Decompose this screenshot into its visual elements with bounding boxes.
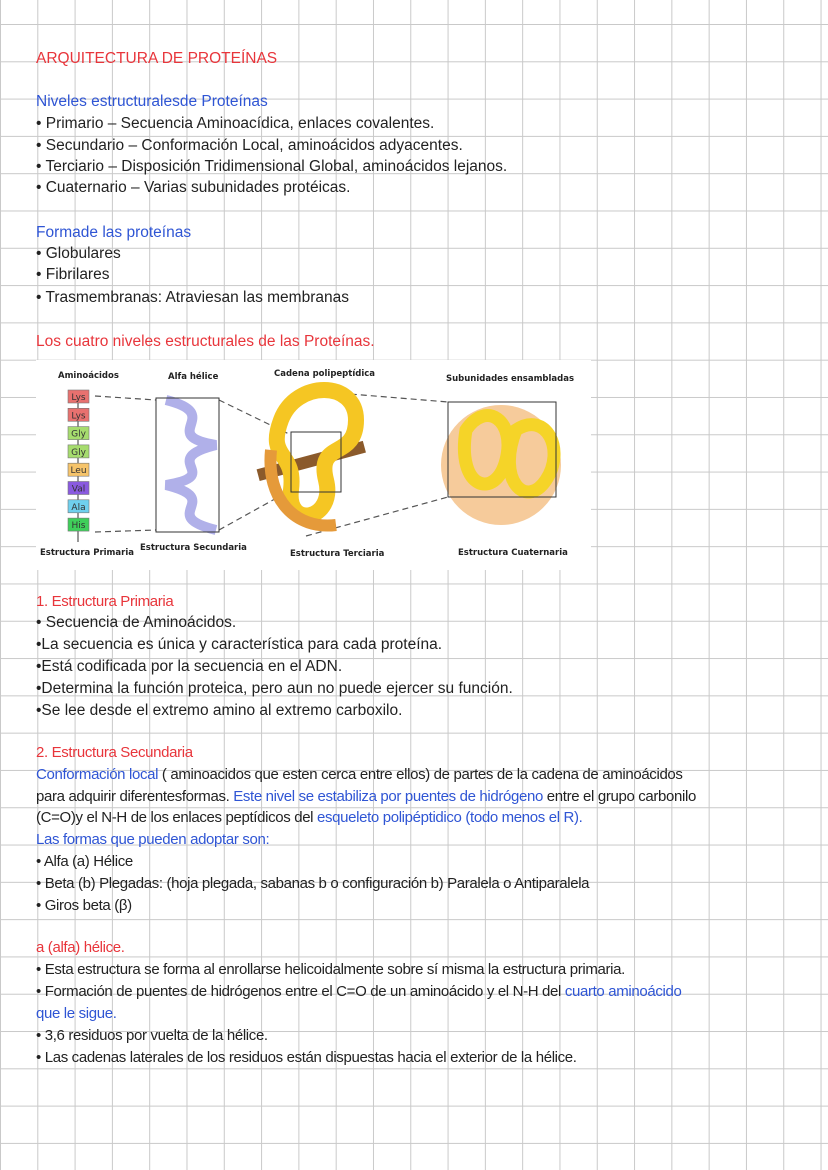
forms-subheading: Las formas que pueden adoptar son: [36, 831, 270, 848]
label-terciaria: Estructura Terciaria [290, 549, 385, 559]
list-item: • Terciario – Disposición Tridimensional Global, aminoácidos lejanos. [36, 158, 508, 175]
primary-heading: 1. Estructura Primaria [36, 593, 174, 610]
list-item: • Beta (b) Plegadas: (hoja plegada, sabanas b o configuración b) Paralela o Antiparalela [36, 875, 590, 892]
amino-acid-label: Gly [71, 447, 86, 458]
paragraph-line [36, 764, 683, 785]
figure-heading: Los cuatro niveles estructurales de las Proteínas. [36, 333, 375, 350]
highlight: cuarto aminoácido [564, 983, 682, 1000]
quaternary-structure-image [441, 402, 561, 525]
paragraph-line [36, 807, 582, 828]
label-primaria: Estructura Primaria [40, 548, 134, 558]
list-item: •Determina la función proteica, pero aun no puede ejercer su función. [36, 680, 513, 697]
highlight: Este nivel se estabiliza por puentes de hidrógeno [233, 788, 543, 805]
list-item: • 3,6 residuos por vuelta de la hélice. [36, 1027, 268, 1044]
list-item: • Las cadenas laterales de los residuos están dispuestas hacia el exterior de la hélice. [36, 1049, 577, 1066]
list-item: • Cuaternario – Varias subunidades protéicas. [36, 179, 351, 196]
highlight: esqueleto polipéptidico (todo menos el R). [316, 809, 583, 826]
amino-acid-label: Lys [71, 411, 86, 422]
protein-structure-figure [36, 360, 591, 570]
list-item: • Giros beta (β) [36, 897, 132, 914]
label-cuaternaria: Estructura Cuaternaria [458, 548, 568, 558]
secondary-heading: 2. Estructura Secundaria [36, 744, 193, 761]
list-item: • Primario – Secuencia Aminoacídica, enlaces covalentes. [36, 115, 435, 132]
list-item: • Secuencia de Aminoácidos. [36, 614, 237, 631]
label-secundaria: Estructura Secundaria [140, 543, 247, 553]
alpha-helix-image [156, 398, 219, 532]
text: ( aminoacidos que esten cerca entre ellos) de partes de la cadena de aminoácidos [158, 766, 683, 783]
list-item: • Esta estructura se forma al enrollarse helicoidalmente sobre sí misma la estructura primaria. [36, 961, 625, 978]
label-aminoacidos: Aminoácidos [58, 371, 119, 381]
list-item [36, 981, 681, 1002]
label-alfa-helice: Alfa hélice [168, 372, 219, 382]
list-item: •La secuencia es única y característica para cada proteína. [36, 636, 443, 653]
list-item: • Trasmembranas: Atraviesan las membranas [36, 289, 349, 306]
list-item: • Secundario – Conformación Local, aminoácidos adyacentes. [36, 137, 463, 154]
list-item: • Globulares [36, 245, 121, 262]
amino-acid-label: Leu [70, 466, 87, 477]
amino-acid-label: His [71, 521, 86, 532]
list-item: •Se lee desde el extremo amino al extremo carboxilo. [36, 702, 403, 719]
text: entre el grupo carbonilo [542, 788, 696, 805]
list-item: • Alfa (a) Hélice [36, 853, 133, 870]
alpha-heading: a (alfa) hélice. [36, 939, 125, 956]
forms-heading: Formade las proteínas [36, 224, 192, 241]
levels-heading: Niveles estructuralesde Proteínas [36, 93, 268, 110]
label-subunidades: Subunidades ensambladas [446, 374, 575, 384]
page-title: ARQUITECTURA DE PROTEÍNAS [36, 50, 278, 67]
paragraph-line [36, 786, 696, 807]
tertiary-structure-image [257, 390, 366, 526]
text: • Formación de puentes de hidrógenos entre el C=O de un aminoácido y el N-H del [36, 983, 565, 1000]
highlight: Conformación local [36, 766, 159, 783]
highlight: que le sigue. [36, 1005, 117, 1022]
list-item: •Está codificada por la secuencia en el ADN. [36, 658, 343, 675]
amino-acid-label: Ala [71, 502, 86, 513]
amino-acid-label: Val [71, 484, 86, 495]
list-item: • Fibrilares [36, 266, 110, 283]
amino-acid-label: Gly [71, 429, 86, 440]
label-cadena: Cadena polipeptídica [274, 369, 376, 379]
amino-acid-label: Lys [71, 393, 86, 403]
text: para adquirir diferentesformas. [36, 788, 234, 805]
text: (C=O)y el N-H de los enlaces peptídicos del [36, 809, 317, 826]
